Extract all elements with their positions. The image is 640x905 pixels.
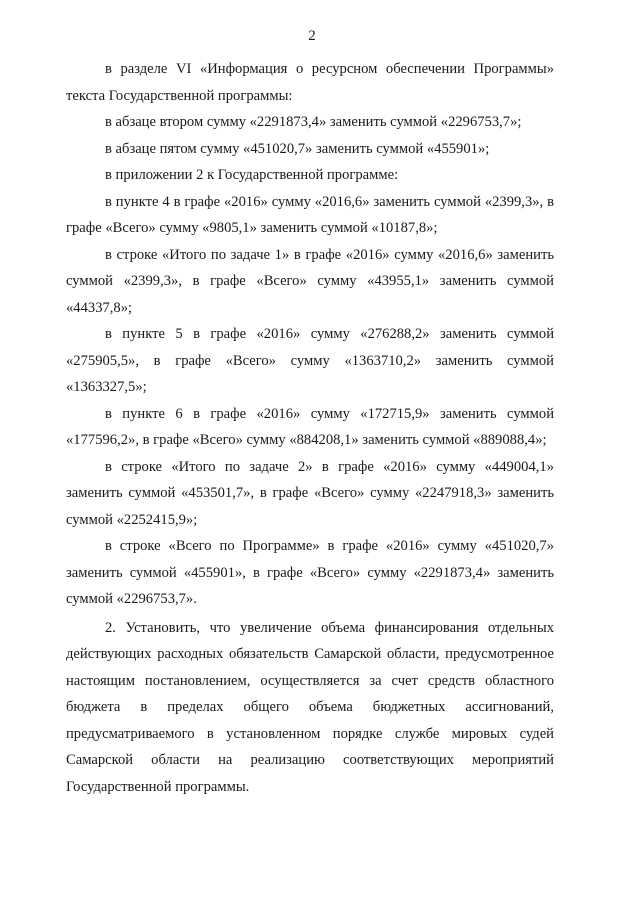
- paragraph-appendix-2: в приложении 2 к Государственной программе:: [105, 167, 399, 183]
- document-body: [66, 56, 554, 800]
- paragraph-abzac-5: в абзаце пятом сумму «451020,7» заменить суммой «455901»;: [105, 140, 490, 157]
- page-number: 2: [308, 28, 316, 44]
- paragraph-clause-2: 2. Установить, что увеличение объема финансирования отдельных действующих расходных обязательств Самарской области, предусмотренное настоящим постановлением, осуществляется за счет средств областного бюджета в пределах общего объема бюджетных ассигнований, предусматриваемого в установленном порядке службе мировых судей Самарской области на реализацию соответствующих мероприятий Государственной программы.: [66, 619, 554, 795]
- paragraph-item-6: в пункте 6 в графе «2016» сумму «172715,9» заменить суммой «177596,2», в графе «Всего» сумму «884208,1» заменить суммой «889088,4»;: [66, 405, 554, 448]
- paragraph-abzac-2: в абзаце втором сумму «2291873,4» заменить суммой «2296753,7»;: [105, 114, 522, 130]
- paragraph-item-5: в пункте 5 в графе «2016» сумму «276288,2» заменить суммой «275905,5», в графе «Всего» сумму «1363710,2» заменить суммой «1363327,5»;: [66, 326, 554, 395]
- paragraph-item-4: в пункте 4 в графе «2016» сумму «2016,6» заменить суммой «2399,3», в графе «Всего» сумму «9805,1» заменить суммой «10187,8»;: [66, 193, 554, 236]
- paragraph-total-task-2: в строке «Итого по задаче 2» в графе «2016» сумму «449004,1» заменить суммой «453501,7», в графе «Всего» сумму «2247918,3» заменить суммой «2252415,9»;: [66, 458, 554, 528]
- paragraph-section-vi: в разделе VI «Информация о ресурсном обеспечении Программы» текста Государственной программы:: [66, 61, 554, 104]
- paragraph-total-program: в строке «Всего по Программе» в графе «2016» сумму «451020,7» заменить суммой «455901», в графе «Всего» сумму «2291873,4» заменить суммой «2296753,7».: [66, 538, 554, 607]
- paragraph-total-task-1: в строке «Итого по задаче 1» в графе «2016» сумму «2016,6» заменить суммой «2399,3», в графе «Всего» сумму «43955,1» заменить суммой «44337,8»;: [66, 246, 554, 316]
